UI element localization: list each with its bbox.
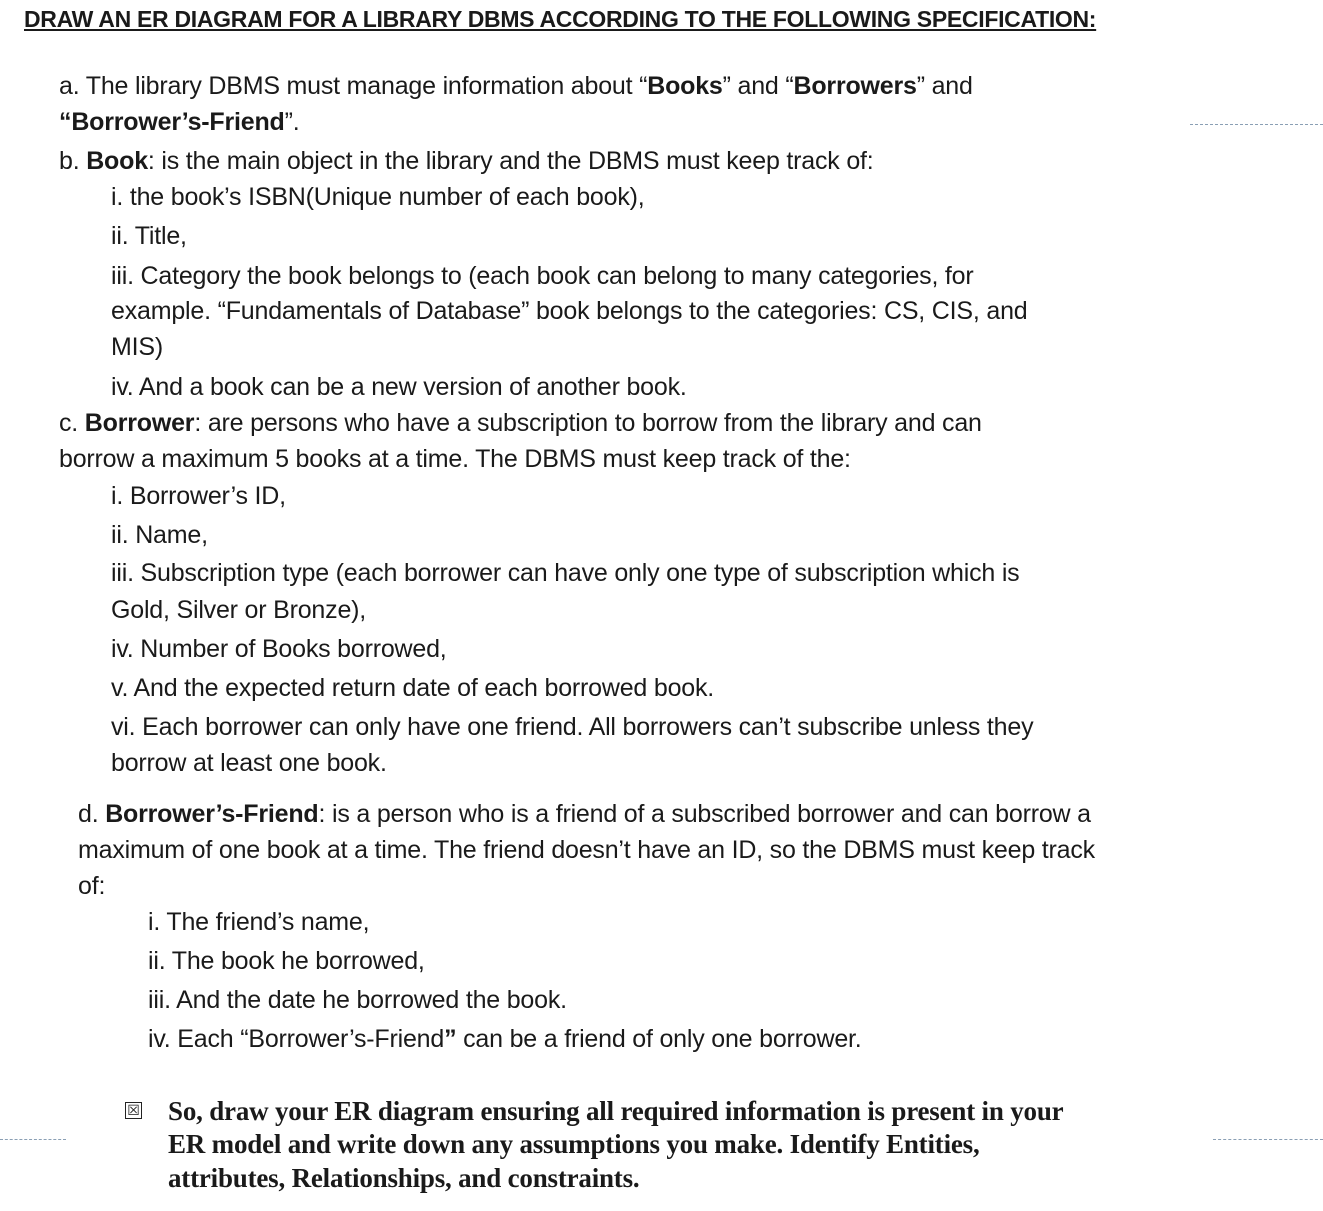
books-term: Books xyxy=(647,72,723,100)
item-b-iii-line1: iii. Category the book belongs to (each book can belong to many categories, for xyxy=(111,262,974,290)
item-c-vi-line2: borrow at least one book. xyxy=(111,749,387,777)
page-title: DRAW AN ER DIAGRAM FOR A LIBRARY DBMS ACCORDING TO THE FOLLOWING SPECIFICATION: xyxy=(24,6,1097,32)
item-d-line3: of: xyxy=(78,872,106,900)
text-segment: iv. Each “Borrower’s-Friend xyxy=(148,1025,445,1053)
borrowers-term: Borrowers xyxy=(793,72,917,100)
book-term: Book xyxy=(86,147,148,175)
checkbox-icon: ☒ xyxy=(125,1102,142,1119)
note-line1: So, draw your ER diagram ensuring all required information is present in your xyxy=(168,1096,1064,1126)
item-c-i: i. Borrower’s ID, xyxy=(111,482,286,510)
friend-term: Borrower’s-Friend xyxy=(71,108,285,136)
text-segment: ”. xyxy=(284,108,300,136)
item-b-iii-line2: example. “Fundamentals of Database” book belongs to the categories: CS, CIS, and xyxy=(111,297,1028,325)
text-segment: a. The library DBMS must manage information about “ xyxy=(59,72,648,100)
item-c-v: v. And the expected return date of each borrowed book. xyxy=(111,674,715,702)
text-segment: c. xyxy=(59,409,85,437)
text-segment: b. xyxy=(59,147,87,175)
dashed-divider xyxy=(1213,1139,1323,1140)
text-segment: can be a friend of only one borrower. xyxy=(456,1025,862,1053)
item-a-line1 xyxy=(59,72,973,101)
text-segment: : is the main object in the library and the DBMS must keep track of: xyxy=(147,147,874,175)
item-c-line2: borrow a maximum 5 books at a time. The DBMS must keep track of the: xyxy=(59,445,851,473)
item-c-heading xyxy=(59,409,982,438)
item-c-ii: ii. Name, xyxy=(111,521,208,549)
item-c-vi-line1: vi. Each borrower can only have one friend. All borrowers can’t subscribe unless they xyxy=(111,713,1034,741)
item-b-i: i. the book’s ISBN(Unique number of each book), xyxy=(111,183,645,211)
item-d-heading xyxy=(78,800,1091,829)
text-segment: : are persons who have a subscription to borrow from the library and can xyxy=(194,409,982,437)
note-line2: ER model and write down any assumptions you make. Identify Entities, xyxy=(168,1129,980,1159)
friend-term: Borrower’s-Friend xyxy=(105,800,319,828)
text-segment: ” xyxy=(444,1025,457,1053)
note-line3: attributes, Relationships, and constraints. xyxy=(168,1163,640,1193)
text-segment: ” and “ xyxy=(722,72,794,100)
text-segment: d. xyxy=(78,800,106,828)
item-d-line2: maximum of one book at a time. The friend doesn’t have an ID, so the DBMS must keep track xyxy=(78,836,1095,864)
borrower-term: Borrower xyxy=(84,409,195,437)
item-b-iii-line3: MIS) xyxy=(111,333,163,361)
item-c-iii-line2: Gold, Silver or Bronze), xyxy=(111,596,367,624)
dashed-divider xyxy=(1190,124,1323,125)
item-d-iii: iii. And the date he borrowed the book. xyxy=(148,986,567,1014)
item-c-iii-line1: iii. Subscription type (each borrower can have only one type of subscription which is xyxy=(111,559,1020,587)
item-d-i: i. The friend’s name, xyxy=(148,908,370,936)
item-d-ii: ii. The book he borrowed, xyxy=(148,947,425,975)
item-c-iv: iv. Number of Books borrowed, xyxy=(111,635,447,663)
text-segment: ” and xyxy=(916,72,973,100)
item-a-line2 xyxy=(59,108,300,137)
text-segment: : is a person who is a friend of a subscribed borrower and can borrow a xyxy=(318,800,1091,828)
item-d-iv xyxy=(148,1025,862,1054)
text-segment: “ xyxy=(59,108,72,136)
item-b-ii: ii. Title, xyxy=(111,222,187,250)
item-b-iv: iv. And a book can be a new version of another book. xyxy=(111,373,687,401)
item-b-heading xyxy=(59,147,874,176)
dashed-divider xyxy=(0,1139,66,1140)
